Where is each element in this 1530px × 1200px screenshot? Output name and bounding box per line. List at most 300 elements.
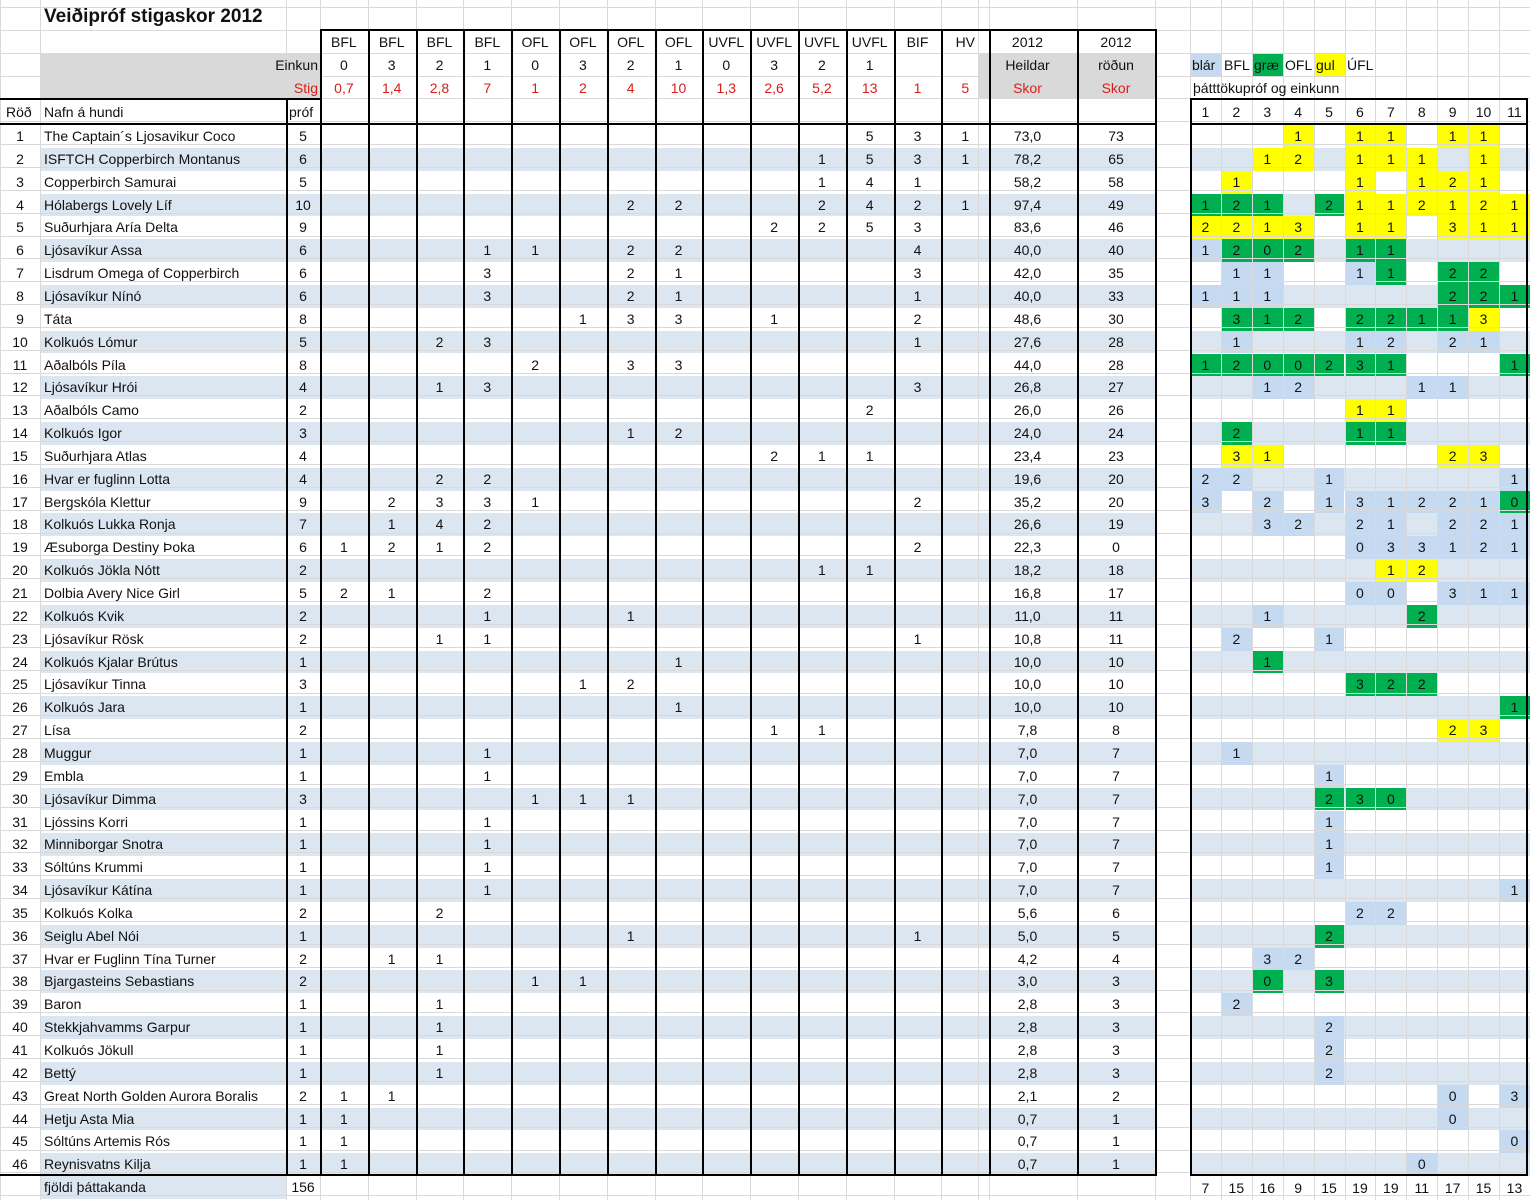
participation-value-cell[interactable]: 2: [1386, 310, 1395, 327]
rank-score-cell[interactable]: 3: [1112, 996, 1120, 1013]
participation-value-cell[interactable]: 1: [1263, 150, 1272, 167]
score-cell[interactable]: 1: [340, 539, 348, 556]
score-cell[interactable]: 3: [626, 356, 635, 373]
score-cell[interactable]: 1: [674, 287, 683, 304]
rank-score-cell[interactable]: 7: [1112, 836, 1120, 853]
rank-cell[interactable]: 6: [16, 242, 24, 259]
tests-count-cell[interactable]: 1: [299, 1156, 307, 1173]
total-score-cell[interactable]: 2,1: [1017, 1087, 1038, 1104]
participation-value-cell[interactable]: 2: [1294, 379, 1303, 396]
points-header[interactable]: 2,6: [764, 80, 784, 96]
participation-value-cell[interactable]: 1: [1263, 219, 1272, 236]
score-cell[interactable]: 2: [913, 196, 922, 213]
dog-name-cell[interactable]: Sóltúns Krummi: [44, 859, 143, 876]
total-score-cell[interactable]: 0,7: [1017, 1133, 1038, 1150]
participation-value-cell[interactable]: 2: [1417, 493, 1426, 510]
participation-value-cell[interactable]: 2: [1232, 996, 1241, 1013]
test-code-header[interactable]: OFL: [617, 34, 645, 50]
score-cell[interactable]: 3: [483, 379, 492, 396]
score-cell[interactable]: 5: [865, 128, 874, 144]
score-cell[interactable]: 2: [531, 356, 539, 373]
score-cell[interactable]: 1: [913, 173, 922, 190]
dog-name-cell[interactable]: Ljósavíkur Hrói: [44, 379, 138, 396]
participation-value-cell[interactable]: 2: [1479, 539, 1488, 556]
rank-score-cell[interactable]: 10: [1108, 676, 1124, 693]
rank-score-cell[interactable]: 11: [1108, 630, 1124, 647]
total-score-cell[interactable]: 10,0: [1013, 699, 1042, 716]
dog-name-cell[interactable]: Bettý: [44, 1064, 76, 1081]
test-code-header[interactable]: UVFL: [756, 34, 792, 50]
total-score-cell[interactable]: 42,0: [1013, 265, 1042, 282]
legend-green-word[interactable]: græ: [1254, 57, 1279, 73]
participation-value-cell[interactable]: 2: [1448, 333, 1457, 350]
participation-value-cell[interactable]: 2: [1232, 356, 1241, 373]
rank-cell[interactable]: 7: [16, 265, 24, 282]
test-code-header[interactable]: BFL: [331, 34, 357, 50]
participation-value-cell[interactable]: 2: [1479, 287, 1488, 304]
dog-name-cell[interactable]: Dolbia Avery Nice Girl: [44, 585, 180, 601]
total-score-cell[interactable]: 48,6: [1013, 310, 1042, 327]
rank-score-cell[interactable]: 1: [1112, 1156, 1120, 1173]
dog-name-cell[interactable]: Hólabergs Lovely Líf: [44, 196, 172, 213]
dog-name-cell[interactable]: ISFTCH Copperbirch Montanus: [44, 150, 241, 167]
total-score-cell[interactable]: 26,6: [1013, 516, 1042, 533]
participation-col-total[interactable]: 17: [1444, 1180, 1461, 1196]
participation-value-cell[interactable]: 2: [1232, 470, 1241, 487]
participation-value-cell[interactable]: 0: [1386, 790, 1395, 807]
tests-count-cell[interactable]: 4: [299, 447, 307, 464]
score-cell[interactable]: 2: [626, 242, 635, 259]
participation-value-cell[interactable]: 0: [1510, 493, 1519, 510]
score-cell[interactable]: 5: [865, 150, 874, 167]
participation-value-cell[interactable]: 2: [1325, 1064, 1333, 1081]
participation-value-cell[interactable]: 1: [1479, 585, 1488, 601]
points-header[interactable]: 1,4: [381, 80, 402, 96]
name-col-header[interactable]: Nafn á hundi: [44, 104, 124, 120]
tests-count-cell[interactable]: 1: [299, 767, 307, 784]
rank-cell[interactable]: 44: [12, 1110, 28, 1127]
total-score-cell[interactable]: 73,0: [1013, 128, 1042, 144]
stig-label[interactable]: Stig: [293, 80, 318, 96]
rank-score-cell[interactable]: 0: [1112, 539, 1120, 556]
score-cell[interactable]: 3: [674, 310, 683, 327]
rank-score-cell[interactable]: 58: [1108, 173, 1124, 190]
score-cell[interactable]: 1: [435, 1042, 444, 1058]
score-cell[interactable]: 1: [913, 287, 922, 304]
participation-col-header[interactable]: 6: [1356, 104, 1364, 120]
rank-score-cell[interactable]: 7: [1112, 859, 1120, 876]
tests-count-cell[interactable]: 9: [299, 219, 307, 236]
participation-value-cell[interactable]: 0: [1356, 585, 1364, 601]
participation-value-cell[interactable]: 1: [1479, 333, 1488, 350]
dog-name-cell[interactable]: Suðurhjara Aría Delta: [44, 219, 178, 236]
score-cell[interactable]: 2: [913, 539, 922, 556]
participation-value-cell[interactable]: 3: [1356, 676, 1364, 693]
tests-count-cell[interactable]: 2: [299, 630, 307, 647]
participation-value-cell[interactable]: 1: [1263, 447, 1272, 464]
score-cell[interactable]: 1: [626, 927, 635, 944]
rank-score-cell[interactable]: 24: [1108, 425, 1124, 442]
total-score-cell[interactable]: 78,2: [1013, 150, 1042, 167]
total-score-cell[interactable]: 10,8: [1013, 630, 1042, 647]
dog-name-cell[interactable]: Embla: [44, 767, 84, 784]
score-cell[interactable]: 2: [483, 516, 492, 533]
participation-col-total[interactable]: 11: [1414, 1180, 1430, 1196]
legend-green-code[interactable]: OFL: [1285, 57, 1313, 73]
rank-cell[interactable]: 34: [12, 882, 28, 899]
participation-value-cell[interactable]: 1: [1386, 402, 1395, 419]
score-cell[interactable]: 1: [961, 128, 970, 144]
rank-cell[interactable]: 8: [16, 287, 24, 304]
rank-score-cell[interactable]: 27: [1108, 379, 1124, 396]
score-cell[interactable]: 2: [483, 470, 492, 487]
score-cell[interactable]: 1: [770, 310, 778, 327]
score-cell[interactable]: 2: [626, 196, 635, 213]
rank-score-cell[interactable]: 20: [1108, 470, 1124, 487]
grade-header[interactable]: 3: [770, 57, 778, 73]
participation-value-cell[interactable]: 1: [1386, 265, 1395, 282]
dog-name-cell[interactable]: Ljósavíkur Rösk: [44, 630, 144, 647]
tests-col-header[interactable]: próf: [289, 104, 314, 120]
points-header[interactable]: 1: [913, 80, 922, 96]
rank-score-cell[interactable]: 7: [1112, 744, 1120, 761]
points-header[interactable]: 13: [861, 80, 878, 96]
total-score-cell[interactable]: 97,4: [1013, 196, 1042, 213]
participation-value-cell[interactable]: 2: [1356, 516, 1364, 533]
participation-value-cell[interactable]: 1: [1510, 539, 1519, 556]
tests-count-cell[interactable]: 1: [299, 813, 307, 830]
total-score-cell[interactable]: 24,0: [1013, 425, 1042, 442]
participation-value-cell[interactable]: 2: [1417, 676, 1426, 693]
rank-score-cell[interactable]: 28: [1108, 333, 1124, 350]
score-cell[interactable]: 1: [626, 790, 635, 807]
participation-value-cell[interactable]: 1: [1356, 242, 1364, 259]
score-cell[interactable]: 1: [387, 1087, 396, 1104]
participation-value-cell[interactable]: 2: [1232, 219, 1241, 236]
rank-score-cell[interactable]: 30: [1108, 310, 1124, 327]
participation-value-cell[interactable]: 2: [1325, 1019, 1333, 1036]
points-header[interactable]: 1,3: [716, 80, 737, 96]
test-code-header[interactable]: OFL: [664, 34, 693, 50]
participation-value-cell[interactable]: 1: [1386, 196, 1395, 213]
test-code-header[interactable]: UVFL: [708, 34, 745, 50]
rank-score-cell[interactable]: 33: [1108, 287, 1124, 304]
rank-score-cell[interactable]: 1: [1112, 1133, 1120, 1150]
score-cell[interactable]: 1: [435, 630, 444, 647]
participation-value-cell[interactable]: 1: [1479, 150, 1488, 167]
rank-cell[interactable]: 4: [16, 196, 24, 213]
dog-name-cell[interactable]: Kolkuós Kolka: [44, 904, 133, 921]
rank-cell[interactable]: 23: [12, 630, 28, 647]
rank-cell[interactable]: 41: [12, 1042, 28, 1058]
participation-value-cell[interactable]: 2: [1325, 790, 1333, 807]
participation-col-header[interactable]: 11: [1507, 104, 1522, 120]
score-cell[interactable]: 1: [531, 493, 539, 510]
rank-score-cell[interactable]: 20: [1108, 493, 1124, 510]
score-cell[interactable]: 2: [435, 470, 444, 487]
score-cell[interactable]: 1: [579, 310, 587, 327]
rank-cell[interactable]: 3: [16, 173, 24, 190]
legend-blue-word[interactable]: blár: [1192, 57, 1216, 73]
score-cell[interactable]: 1: [818, 447, 826, 464]
dog-name-cell[interactable]: Lisdrum Omega of Copperbirch: [44, 265, 240, 282]
points-header[interactable]: 0,7: [334, 80, 354, 96]
points-header[interactable]: 4: [626, 80, 635, 96]
participation-col-total[interactable]: 16: [1259, 1180, 1276, 1196]
score-cell[interactable]: 1: [387, 585, 396, 601]
total-score-cell[interactable]: 2,8: [1017, 996, 1038, 1013]
score-cell[interactable]: 1: [579, 790, 587, 807]
tests-count-cell[interactable]: 1: [299, 1019, 307, 1036]
total-score-cell[interactable]: 18,2: [1013, 562, 1042, 579]
total-score-cell[interactable]: 83,6: [1013, 219, 1042, 236]
participation-value-cell[interactable]: 0: [1386, 585, 1395, 601]
total-score-cell[interactable]: 5,0: [1017, 927, 1038, 944]
participation-value-cell[interactable]: 1: [1386, 562, 1395, 579]
participation-col-total[interactable]: 13: [1506, 1180, 1523, 1196]
rank-label[interactable]: röðun: [1098, 57, 1134, 73]
points-header[interactable]: 7: [483, 80, 492, 96]
score-cell[interactable]: 1: [579, 676, 587, 693]
total-score-cell[interactable]: 40,0: [1013, 287, 1042, 304]
score-cell[interactable]: 1: [770, 722, 778, 739]
rank-score-cell[interactable]: 46: [1108, 219, 1124, 236]
rank-score-cell[interactable]: 8: [1112, 722, 1120, 739]
dog-name-cell[interactable]: Hetju Asta Mia: [44, 1110, 135, 1127]
participation-value-cell[interactable]: 1: [1325, 767, 1333, 784]
score-cell[interactable]: 2: [626, 676, 635, 693]
total-year-header[interactable]: 2012: [1011, 34, 1044, 50]
grade-header[interactable]: 3: [387, 57, 396, 73]
rank-cell[interactable]: 16: [12, 470, 28, 487]
rank-score-cell[interactable]: 3: [1112, 1042, 1120, 1058]
score-cell[interactable]: 1: [340, 1087, 348, 1104]
tests-count-cell[interactable]: 1: [299, 836, 307, 853]
points-header[interactable]: 10: [670, 80, 687, 96]
grade-header[interactable]: 0: [340, 57, 348, 73]
dog-name-cell[interactable]: Great North Golden Aurora Boralis: [44, 1087, 258, 1104]
tests-count-cell[interactable]: 6: [299, 539, 307, 556]
rank-cell[interactable]: 27: [12, 722, 28, 739]
participation-value-cell[interactable]: 1: [1356, 150, 1364, 167]
score-cell[interactable]: 2: [340, 585, 348, 601]
total-score-cell[interactable]: 19,6: [1013, 470, 1042, 487]
rank-cell[interactable]: 1: [16, 128, 24, 144]
participation-value-cell[interactable]: 1: [1510, 470, 1519, 487]
total-score-cell[interactable]: 16,8: [1013, 585, 1042, 601]
tests-count-cell[interactable]: 5: [299, 333, 307, 350]
tests-count-cell[interactable]: 1: [299, 882, 307, 899]
participation-col-header[interactable]: 3: [1263, 104, 1272, 120]
score-cell[interactable]: 1: [531, 790, 539, 807]
score-cell[interactable]: 1: [483, 882, 492, 899]
total-score-cell[interactable]: 26,8: [1013, 379, 1042, 396]
participation-col-header[interactable]: 2: [1232, 104, 1241, 120]
rank-cell[interactable]: 2: [16, 150, 24, 167]
score-cell[interactable]: 4: [913, 242, 922, 259]
score-cell[interactable]: 1: [674, 265, 683, 282]
dog-name-cell[interactable]: Reynisvatns Kilja: [44, 1156, 151, 1173]
dog-name-cell[interactable]: Stekkjahvamms Garpur: [44, 1019, 191, 1036]
rank-score-cell[interactable]: 40: [1108, 242, 1124, 259]
score-cell[interactable]: 3: [626, 310, 635, 327]
rank-score-cell[interactable]: 4: [1112, 950, 1120, 967]
participation-value-cell[interactable]: 1: [1417, 379, 1426, 396]
participation-value-cell[interactable]: 1: [1356, 425, 1364, 442]
participation-value-cell[interactable]: 2: [1201, 470, 1210, 487]
participation-value-cell[interactable]: 0: [1448, 1087, 1457, 1104]
participation-value-cell[interactable]: 1: [1448, 310, 1457, 327]
tests-count-cell[interactable]: 2: [299, 973, 307, 990]
total-score-cell[interactable]: 40,0: [1013, 242, 1042, 259]
score-cell[interactable]: 1: [913, 630, 922, 647]
tests-count-cell[interactable]: 3: [299, 676, 307, 693]
rank-cell[interactable]: 28: [12, 744, 28, 761]
score-cell[interactable]: 1: [579, 973, 587, 990]
total-score-cell[interactable]: 2,8: [1017, 1019, 1038, 1036]
score-cell[interactable]: 2: [770, 447, 778, 464]
grade-header[interactable]: 0: [531, 57, 539, 73]
participation-value-cell[interactable]: 1: [1479, 173, 1488, 190]
participation-value-cell[interactable]: 1: [1386, 356, 1395, 373]
rank-cell[interactable]: 42: [12, 1064, 28, 1081]
participation-value-cell[interactable]: 2: [1294, 150, 1303, 167]
tests-count-cell[interactable]: 2: [299, 562, 307, 579]
participation-value-cell[interactable]: 2: [1325, 1042, 1333, 1058]
participation-value-cell[interactable]: 1: [1386, 242, 1395, 259]
tests-count-cell[interactable]: 1: [299, 699, 307, 716]
score-cell[interactable]: 4: [865, 196, 874, 213]
grade-header[interactable]: 2: [818, 57, 826, 73]
rank-score-cell[interactable]: 73: [1108, 128, 1124, 144]
score-cell[interactable]: 2: [865, 402, 874, 419]
participation-value-cell[interactable]: 1: [1263, 379, 1272, 396]
rank-cell[interactable]: 10: [12, 333, 28, 350]
rank-score-cell[interactable]: 3: [1112, 973, 1120, 990]
test-code-header[interactable]: BIF: [906, 34, 929, 50]
tests-count-cell[interactable]: 4: [299, 470, 307, 487]
participation-value-cell[interactable]: 3: [1356, 790, 1364, 807]
participation-value-cell[interactable]: 0: [1294, 356, 1303, 373]
participation-value-cell[interactable]: 2: [1356, 310, 1364, 327]
score-cell[interactable]: 1: [818, 150, 826, 167]
rank-cell[interactable]: 17: [12, 493, 28, 510]
participation-value-cell[interactable]: 1: [1263, 265, 1272, 282]
score-cell[interactable]: 3: [435, 493, 444, 510]
tests-count-cell[interactable]: 3: [299, 790, 307, 807]
total-score-cell[interactable]: 7,0: [1017, 744, 1038, 761]
participation-value-cell[interactable]: 1: [1201, 242, 1210, 259]
participation-col-total[interactable]: 19: [1352, 1180, 1368, 1196]
participation-value-cell[interactable]: 1: [1232, 333, 1241, 350]
dog-name-cell[interactable]: Seiglu Abel Nói: [44, 927, 139, 944]
points-header[interactable]: 1: [531, 80, 539, 96]
total-score-cell[interactable]: 5,6: [1017, 904, 1038, 921]
total-score-label[interactable]: Skor: [1013, 80, 1042, 96]
participation-value-cell[interactable]: 3: [1232, 447, 1241, 464]
score-cell[interactable]: 1: [531, 242, 539, 259]
participation-value-cell[interactable]: 2: [1201, 219, 1210, 236]
dog-name-cell[interactable]: Kolkuós Jökull: [44, 1042, 134, 1058]
dog-name-cell[interactable]: Hvar er fuglinn Lotta: [44, 470, 171, 487]
dog-name-cell[interactable]: Ljósavíkur Nínó: [44, 287, 142, 304]
tests-count-cell[interactable]: 1: [299, 859, 307, 876]
tests-count-cell[interactable]: 6: [299, 242, 307, 259]
participation-col-header[interactable]: 7: [1386, 104, 1395, 120]
total-score-cell[interactable]: 10,0: [1013, 676, 1042, 693]
rank-cell[interactable]: 5: [16, 219, 24, 236]
participation-value-cell[interactable]: 3: [1417, 539, 1426, 556]
tests-count-cell[interactable]: 3: [299, 425, 307, 442]
participation-value-cell[interactable]: 1: [1263, 607, 1272, 624]
participation-col-header[interactable]: 9: [1448, 104, 1457, 120]
score-cell[interactable]: 1: [435, 996, 444, 1013]
rank-cell[interactable]: 39: [12, 996, 28, 1013]
participation-value-cell[interactable]: 1: [1201, 356, 1210, 373]
participation-value-cell[interactable]: 2: [1325, 196, 1333, 213]
test-code-header[interactable]: OFL: [569, 34, 597, 50]
test-code-header[interactable]: BFL: [474, 34, 501, 50]
participation-value-cell[interactable]: 0: [1263, 242, 1272, 259]
participation-value-cell[interactable]: 1: [1510, 585, 1519, 601]
score-cell[interactable]: 2: [626, 265, 635, 282]
participation-value-cell[interactable]: 1: [1479, 493, 1488, 510]
tests-count-cell[interactable]: 1: [299, 744, 307, 761]
rank-cell[interactable]: 36: [12, 927, 28, 944]
participation-value-cell[interactable]: 1: [1510, 882, 1519, 899]
participation-value-cell[interactable]: 3: [1263, 950, 1272, 967]
participation-value-cell[interactable]: 1: [1510, 287, 1519, 304]
rank-cell[interactable]: 46: [12, 1156, 28, 1173]
score-cell[interactable]: 1: [387, 950, 396, 967]
participation-value-cell[interactable]: 1: [1356, 265, 1364, 282]
score-cell[interactable]: 1: [961, 150, 970, 167]
participation-value-cell[interactable]: 1: [1510, 356, 1519, 373]
tests-count-cell[interactable]: 5: [299, 128, 307, 144]
total-score-cell[interactable]: 2,8: [1017, 1064, 1038, 1081]
participation-value-cell[interactable]: 0: [1510, 1133, 1519, 1150]
participation-value-cell[interactable]: 3: [1325, 973, 1333, 990]
participation-value-cell[interactable]: 1: [1232, 287, 1241, 304]
test-code-header[interactable]: UVFL: [804, 34, 840, 50]
score-cell[interactable]: 2: [483, 539, 492, 556]
score-cell[interactable]: 2: [435, 333, 444, 350]
dog-name-cell[interactable]: Lísa: [44, 722, 71, 739]
rank-cell[interactable]: 14: [12, 425, 28, 442]
participation-value-cell[interactable]: 2: [1386, 904, 1395, 921]
participation-value-cell[interactable]: 2: [1325, 356, 1333, 373]
participation-value-cell[interactable]: 3: [1448, 585, 1457, 601]
footer-label[interactable]: fjöldi þáttakanda: [44, 1179, 146, 1196]
participation-value-cell[interactable]: 2: [1386, 333, 1395, 350]
score-cell[interactable]: 1: [483, 630, 492, 647]
dog-name-cell[interactable]: Kolkuós Kjalar Brútus: [44, 653, 178, 670]
participation-value-cell[interactable]: 2: [1263, 493, 1272, 510]
score-cell[interactable]: 1: [340, 1156, 348, 1173]
rank-score-cell[interactable]: 49: [1108, 196, 1124, 213]
participation-value-cell[interactable]: 2: [1479, 516, 1488, 533]
tests-count-cell[interactable]: 8: [299, 310, 307, 327]
total-score-cell[interactable]: 11,0: [1014, 607, 1041, 624]
participation-value-cell[interactable]: 2: [1232, 196, 1241, 213]
rank-score-cell[interactable]: 10: [1108, 699, 1124, 716]
participation-value-cell[interactable]: 2: [1448, 173, 1457, 190]
participation-value-cell[interactable]: 1: [1356, 402, 1364, 419]
total-score-cell[interactable]: 7,0: [1017, 813, 1038, 830]
rank-cell[interactable]: 45: [12, 1133, 28, 1150]
participation-value-cell[interactable]: 0: [1448, 1110, 1457, 1127]
total-score-cell[interactable]: 44,0: [1013, 356, 1042, 373]
